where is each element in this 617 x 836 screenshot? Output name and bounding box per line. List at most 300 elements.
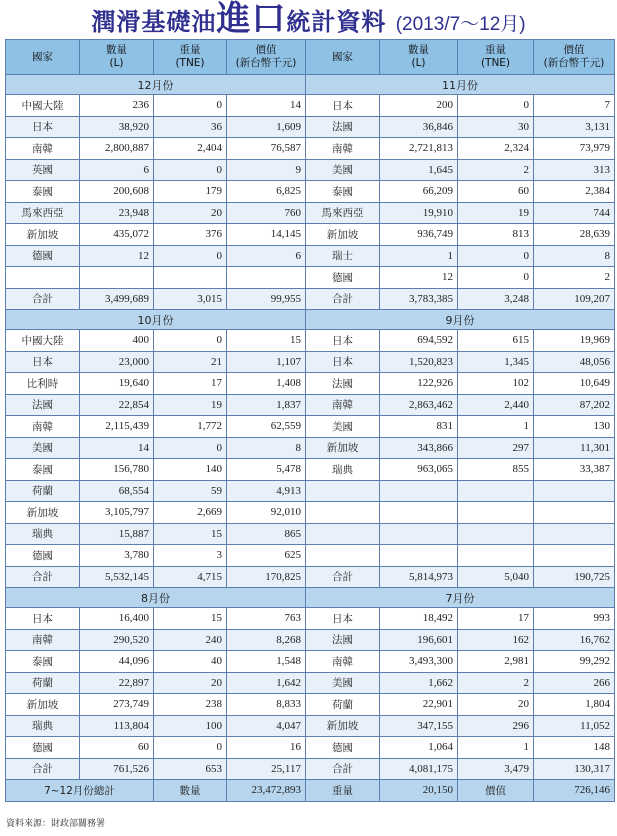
table-row [6, 181, 615, 203]
left-country-cell [6, 267, 80, 289]
header-weight: 重量 (TNE) [154, 40, 227, 75]
left-country-cell: 日本 [6, 351, 80, 373]
left-value-cell: 6 [227, 245, 306, 267]
left-qty-cell: 200,608 [80, 181, 154, 203]
table-row [6, 651, 615, 673]
left-country-cell: 合計 [6, 758, 80, 780]
left-weight-cell: 2,404 [154, 138, 227, 160]
header-country: 國家 [306, 40, 380, 75]
left-qty-cell: 2,115,439 [80, 416, 154, 438]
left-value-cell: 62,559 [227, 416, 306, 438]
right-weight-cell: 17 [458, 608, 534, 630]
right-value-cell: 2,384 [534, 181, 615, 203]
right-qty-cell: 1,645 [380, 159, 458, 181]
left-value-cell: 14,145 [227, 224, 306, 246]
left-country-cell: 合計 [6, 288, 80, 310]
right-qty-cell: 3,783,385 [380, 288, 458, 310]
left-weight-cell: 19 [154, 394, 227, 416]
right-qty-cell: 4,081,175 [380, 758, 458, 780]
left-country-cell: 德國 [6, 545, 80, 567]
table-row [6, 394, 615, 416]
left-value-cell: 4,047 [227, 715, 306, 737]
right-country-cell: 南韓 [306, 138, 380, 160]
left-weight-cell: 1,772 [154, 416, 227, 438]
left-qty-cell: 400 [80, 330, 154, 352]
left-qty-cell: 761,526 [80, 758, 154, 780]
left-value-cell: 865 [227, 523, 306, 545]
right-weight-cell: 30 [458, 116, 534, 138]
source-note: 資料來源：財政部關務署 [6, 819, 106, 829]
table-row [6, 502, 615, 524]
left-weight-cell: 2,669 [154, 502, 227, 524]
right-weight-cell: 2 [458, 672, 534, 694]
header-qty: 數量 (L) [80, 40, 154, 75]
section-header-row [6, 588, 615, 608]
left-value-cell: 1,642 [227, 672, 306, 694]
right-country-cell: 日本 [306, 95, 380, 117]
right-value-cell: 1,804 [534, 694, 615, 716]
table-row [6, 138, 615, 160]
right-weight-cell: 3,479 [458, 758, 534, 780]
left-qty-cell: 44,096 [80, 651, 154, 673]
right-weight-cell: 1 [458, 416, 534, 438]
left-weight-cell: 0 [154, 737, 227, 759]
left-value-cell: 76,587 [227, 138, 306, 160]
right-country-cell: 德國 [306, 737, 380, 759]
left-country-cell: 合計 [6, 566, 80, 588]
section-label-right: 7月份 [306, 588, 615, 608]
left-country-cell: 中國大陸 [6, 330, 80, 352]
right-value-cell: 11,301 [534, 437, 615, 459]
right-country-cell: 荷蘭 [306, 694, 380, 716]
section-label-left: 12月份 [6, 75, 306, 95]
left-value-cell: 8 [227, 437, 306, 459]
section-label-right: 11月份 [306, 75, 615, 95]
right-qty-cell [380, 545, 458, 567]
grand-total-value-value: 726,146 [534, 780, 615, 802]
left-value-cell: 25,117 [227, 758, 306, 780]
right-country-cell: 新加坡 [306, 437, 380, 459]
grand-total-qty-label: 數量 [154, 780, 227, 802]
title-part3: 統計資料 [286, 7, 387, 36]
left-qty-cell: 156,780 [80, 459, 154, 481]
right-qty-cell: 694,592 [380, 330, 458, 352]
left-country-cell: 日本 [6, 608, 80, 630]
left-qty-cell: 68,554 [80, 480, 154, 502]
table-row [6, 159, 615, 181]
right-value-cell: 7 [534, 95, 615, 117]
left-weight-cell: 40 [154, 651, 227, 673]
left-value-cell: 16 [227, 737, 306, 759]
right-weight-cell: 1,345 [458, 351, 534, 373]
right-qty-cell [380, 480, 458, 502]
left-country-cell: 新加坡 [6, 502, 80, 524]
left-country-cell: 德國 [6, 737, 80, 759]
right-qty-cell: 22,901 [380, 694, 458, 716]
right-country-cell: 日本 [306, 330, 380, 352]
section-label-left: 8月份 [6, 588, 306, 608]
right-weight-cell: 813 [458, 224, 534, 246]
grand-total-row [6, 780, 615, 802]
right-country-cell [306, 502, 380, 524]
left-value-cell: 92,010 [227, 502, 306, 524]
table-row [6, 608, 615, 630]
left-weight-cell: 3 [154, 545, 227, 567]
right-value-cell: 87,202 [534, 394, 615, 416]
table-row [6, 224, 615, 246]
right-weight-cell: 2,440 [458, 394, 534, 416]
right-weight-cell: 296 [458, 715, 534, 737]
right-value-cell: 8 [534, 245, 615, 267]
right-weight-cell: 5,040 [458, 566, 534, 588]
right-country-cell: 瑞典 [306, 459, 380, 481]
right-qty-cell [380, 502, 458, 524]
section-label-right: 9月份 [306, 310, 615, 330]
left-country-cell: 南韓 [6, 138, 80, 160]
right-value-cell [534, 545, 615, 567]
right-weight-cell: 0 [458, 95, 534, 117]
title-range: (2013/7～12月) [395, 14, 526, 35]
left-weight-cell: 0 [154, 159, 227, 181]
right-value-cell: 48,056 [534, 351, 615, 373]
left-qty-cell: 113,804 [80, 715, 154, 737]
left-value-cell: 5,478 [227, 459, 306, 481]
right-value-cell [534, 502, 615, 524]
left-qty-cell: 6 [80, 159, 154, 181]
right-weight-cell: 20 [458, 694, 534, 716]
left-country-cell: 日本 [6, 116, 80, 138]
left-country-cell: 瑞典 [6, 715, 80, 737]
right-value-cell [534, 523, 615, 545]
right-country-cell: 合計 [306, 288, 380, 310]
right-weight-cell: 2,981 [458, 651, 534, 673]
left-qty-cell: 14 [80, 437, 154, 459]
left-country-cell: 南韓 [6, 416, 80, 438]
title-part2: 進口 [216, 0, 287, 39]
right-qty-cell: 343,866 [380, 437, 458, 459]
right-weight-cell: 19 [458, 202, 534, 224]
left-value-cell: 170,825 [227, 566, 306, 588]
left-weight-cell: 0 [154, 437, 227, 459]
right-value-cell: 73,979 [534, 138, 615, 160]
right-country-cell: 馬來西亞 [306, 202, 380, 224]
right-value-cell: 109,207 [534, 288, 615, 310]
right-qty-cell: 2,721,813 [380, 138, 458, 160]
right-country-cell: 日本 [306, 608, 380, 630]
total-row [6, 288, 615, 310]
table-row [6, 629, 615, 651]
right-country-cell: 南韓 [306, 651, 380, 673]
right-weight-cell: 855 [458, 459, 534, 481]
left-value-cell: 763 [227, 608, 306, 630]
right-value-cell: 10,649 [534, 373, 615, 395]
left-qty-cell: 23,948 [80, 202, 154, 224]
right-weight-cell: 2,324 [458, 138, 534, 160]
right-qty-cell: 347,155 [380, 715, 458, 737]
right-qty-cell: 36,846 [380, 116, 458, 138]
left-qty-cell: 3,499,689 [80, 288, 154, 310]
right-value-cell: 266 [534, 672, 615, 694]
header-value: 價值 (新台幣千元) [534, 40, 615, 75]
left-weight-cell: 3,015 [154, 288, 227, 310]
right-weight-cell [458, 545, 534, 567]
right-country-cell: 美國 [306, 416, 380, 438]
left-country-cell: 荷蘭 [6, 480, 80, 502]
right-weight-cell [458, 523, 534, 545]
left-value-cell: 8,833 [227, 694, 306, 716]
table-row [6, 523, 615, 545]
right-weight-cell: 1 [458, 737, 534, 759]
right-value-cell: 3,131 [534, 116, 615, 138]
left-weight-cell: 36 [154, 116, 227, 138]
table-row [6, 116, 615, 138]
total-row [6, 758, 615, 780]
right-country-cell [306, 523, 380, 545]
left-qty-cell: 236 [80, 95, 154, 117]
left-value-cell: 1,548 [227, 651, 306, 673]
left-country-cell: 馬來西亞 [6, 202, 80, 224]
left-weight-cell [154, 267, 227, 289]
left-weight-cell: 15 [154, 608, 227, 630]
right-value-cell: 130 [534, 416, 615, 438]
total-row [6, 566, 615, 588]
right-weight-cell: 162 [458, 629, 534, 651]
left-qty-cell: 38,920 [80, 116, 154, 138]
right-weight-cell: 297 [458, 437, 534, 459]
header-row [6, 40, 615, 75]
table-row [6, 437, 615, 459]
left-weight-cell: 15 [154, 523, 227, 545]
table-row [6, 330, 615, 352]
right-value-cell: 19,969 [534, 330, 615, 352]
table-row [6, 545, 615, 567]
table-body [6, 75, 615, 780]
page-title [0, 0, 617, 38]
right-weight-cell: 0 [458, 245, 534, 267]
table-row [6, 737, 615, 759]
right-weight-cell [458, 502, 534, 524]
left-weight-cell: 376 [154, 224, 227, 246]
right-qty-cell: 3,493,300 [380, 651, 458, 673]
left-country-cell: 南韓 [6, 629, 80, 651]
right-value-cell: 2 [534, 267, 615, 289]
left-value-cell: 760 [227, 202, 306, 224]
table-row [6, 95, 615, 117]
right-qty-cell: 1,520,823 [380, 351, 458, 373]
right-qty-cell: 5,814,973 [380, 566, 458, 588]
left-value-cell: 625 [227, 545, 306, 567]
left-value-cell: 1,837 [227, 394, 306, 416]
left-qty-cell: 16,400 [80, 608, 154, 630]
right-weight-cell [458, 480, 534, 502]
right-qty-cell [380, 523, 458, 545]
left-weight-cell: 4,715 [154, 566, 227, 588]
right-value-cell: 99,292 [534, 651, 615, 673]
table-row [6, 267, 615, 289]
table-row [6, 715, 615, 737]
left-weight-cell: 20 [154, 672, 227, 694]
left-weight-cell: 0 [154, 245, 227, 267]
right-country-cell: 美國 [306, 672, 380, 694]
left-weight-cell: 140 [154, 459, 227, 481]
left-country-cell: 荷蘭 [6, 672, 80, 694]
table-row [6, 672, 615, 694]
right-qty-cell: 1 [380, 245, 458, 267]
left-weight-cell: 0 [154, 330, 227, 352]
table-row [6, 373, 615, 395]
header-weight: 重量 (TNE) [458, 40, 534, 75]
right-qty-cell: 936,749 [380, 224, 458, 246]
right-value-cell: 744 [534, 202, 615, 224]
section-header-row [6, 310, 615, 330]
right-qty-cell: 200 [380, 95, 458, 117]
left-value-cell: 1,609 [227, 116, 306, 138]
header-value: 價值 (新台幣千元) [227, 40, 306, 75]
right-qty-cell: 1,064 [380, 737, 458, 759]
left-value-cell: 99,955 [227, 288, 306, 310]
table-row [6, 480, 615, 502]
header-qty: 數量 (L) [380, 40, 458, 75]
right-qty-cell: 19,910 [380, 202, 458, 224]
left-qty-cell: 60 [80, 737, 154, 759]
left-weight-cell: 20 [154, 202, 227, 224]
right-qty-cell: 12 [380, 267, 458, 289]
right-qty-cell: 1,662 [380, 672, 458, 694]
right-country-cell: 日本 [306, 351, 380, 373]
right-country-cell: 新加坡 [306, 224, 380, 246]
right-qty-cell: 831 [380, 416, 458, 438]
left-qty-cell: 3,105,797 [80, 502, 154, 524]
table-row [6, 351, 615, 373]
left-value-cell [227, 267, 306, 289]
right-value-cell: 993 [534, 608, 615, 630]
right-weight-cell: 102 [458, 373, 534, 395]
right-value-cell: 190,725 [534, 566, 615, 588]
right-value-cell [534, 480, 615, 502]
left-qty-cell: 435,072 [80, 224, 154, 246]
title-part1: 潤滑基礎油 [91, 7, 217, 36]
right-country-cell: 南韓 [306, 394, 380, 416]
left-country-cell: 法國 [6, 394, 80, 416]
left-qty-cell: 19,640 [80, 373, 154, 395]
right-country-cell: 法國 [306, 116, 380, 138]
left-country-cell: 新加坡 [6, 224, 80, 246]
right-qty-cell: 963,065 [380, 459, 458, 481]
left-country-cell: 德國 [6, 245, 80, 267]
left-country-cell: 比利時 [6, 373, 80, 395]
right-value-cell: 16,762 [534, 629, 615, 651]
right-value-cell: 148 [534, 737, 615, 759]
table-row [6, 459, 615, 481]
right-weight-cell: 0 [458, 267, 534, 289]
import-statistics-table [5, 39, 615, 802]
left-weight-cell: 179 [154, 181, 227, 203]
left-qty-cell: 22,854 [80, 394, 154, 416]
left-qty-cell: 273,749 [80, 694, 154, 716]
grand-total-qty-value: 23,472,893 [227, 780, 306, 802]
grand-total-weight-value: 20,150 [380, 780, 458, 802]
right-weight-cell: 615 [458, 330, 534, 352]
grand-total-weight-label: 重量 [306, 780, 380, 802]
right-country-cell: 瑞士 [306, 245, 380, 267]
table-row [6, 694, 615, 716]
left-value-cell: 4,913 [227, 480, 306, 502]
left-qty-cell: 15,887 [80, 523, 154, 545]
right-qty-cell: 18,492 [380, 608, 458, 630]
left-qty-cell: 3,780 [80, 545, 154, 567]
table-row [6, 202, 615, 224]
left-weight-cell: 59 [154, 480, 227, 502]
left-weight-cell: 240 [154, 629, 227, 651]
left-value-cell: 6,825 [227, 181, 306, 203]
left-qty-cell: 12 [80, 245, 154, 267]
right-country-cell: 合計 [306, 566, 380, 588]
left-qty-cell: 5,532,145 [80, 566, 154, 588]
right-value-cell: 313 [534, 159, 615, 181]
left-value-cell: 9 [227, 159, 306, 181]
grand-total-value-label: 價值 [458, 780, 534, 802]
left-country-cell: 美國 [6, 437, 80, 459]
left-country-cell: 中國大陸 [6, 95, 80, 117]
left-qty-cell: 22,897 [80, 672, 154, 694]
right-value-cell: 33,387 [534, 459, 615, 481]
table-row [6, 416, 615, 438]
right-value-cell: 28,639 [534, 224, 615, 246]
right-qty-cell: 66,209 [380, 181, 458, 203]
left-value-cell: 8,268 [227, 629, 306, 651]
right-country-cell: 法國 [306, 629, 380, 651]
left-country-cell: 泰國 [6, 459, 80, 481]
left-qty-cell [80, 267, 154, 289]
right-country-cell: 泰國 [306, 181, 380, 203]
left-value-cell: 1,408 [227, 373, 306, 395]
left-value-cell: 15 [227, 330, 306, 352]
grand-total-label: 7~12月份總計 [6, 780, 154, 802]
right-qty-cell: 196,601 [380, 629, 458, 651]
right-weight-cell: 60 [458, 181, 534, 203]
right-country-cell: 合計 [306, 758, 380, 780]
section-label-left: 10月份 [6, 310, 306, 330]
left-qty-cell: 290,520 [80, 629, 154, 651]
right-country-cell: 德國 [306, 267, 380, 289]
right-value-cell: 11,052 [534, 715, 615, 737]
right-country-cell [306, 480, 380, 502]
left-value-cell: 1,107 [227, 351, 306, 373]
section-header-row [6, 75, 615, 95]
right-value-cell: 130,317 [534, 758, 615, 780]
left-country-cell: 新加坡 [6, 694, 80, 716]
left-weight-cell: 0 [154, 95, 227, 117]
left-weight-cell: 100 [154, 715, 227, 737]
left-value-cell: 14 [227, 95, 306, 117]
left-weight-cell: 21 [154, 351, 227, 373]
left-country-cell: 英國 [6, 159, 80, 181]
left-country-cell: 瑞典 [6, 523, 80, 545]
right-weight-cell: 3,248 [458, 288, 534, 310]
right-country-cell: 美國 [306, 159, 380, 181]
left-weight-cell: 238 [154, 694, 227, 716]
left-country-cell: 泰國 [6, 181, 80, 203]
header-country: 國家 [6, 40, 80, 75]
right-country-cell: 新加坡 [306, 715, 380, 737]
left-country-cell: 泰國 [6, 651, 80, 673]
right-qty-cell: 2,863,462 [380, 394, 458, 416]
right-qty-cell: 122,926 [380, 373, 458, 395]
right-country-cell: 法國 [306, 373, 380, 395]
left-qty-cell: 2,800,887 [80, 138, 154, 160]
left-weight-cell: 17 [154, 373, 227, 395]
left-qty-cell: 23,000 [80, 351, 154, 373]
